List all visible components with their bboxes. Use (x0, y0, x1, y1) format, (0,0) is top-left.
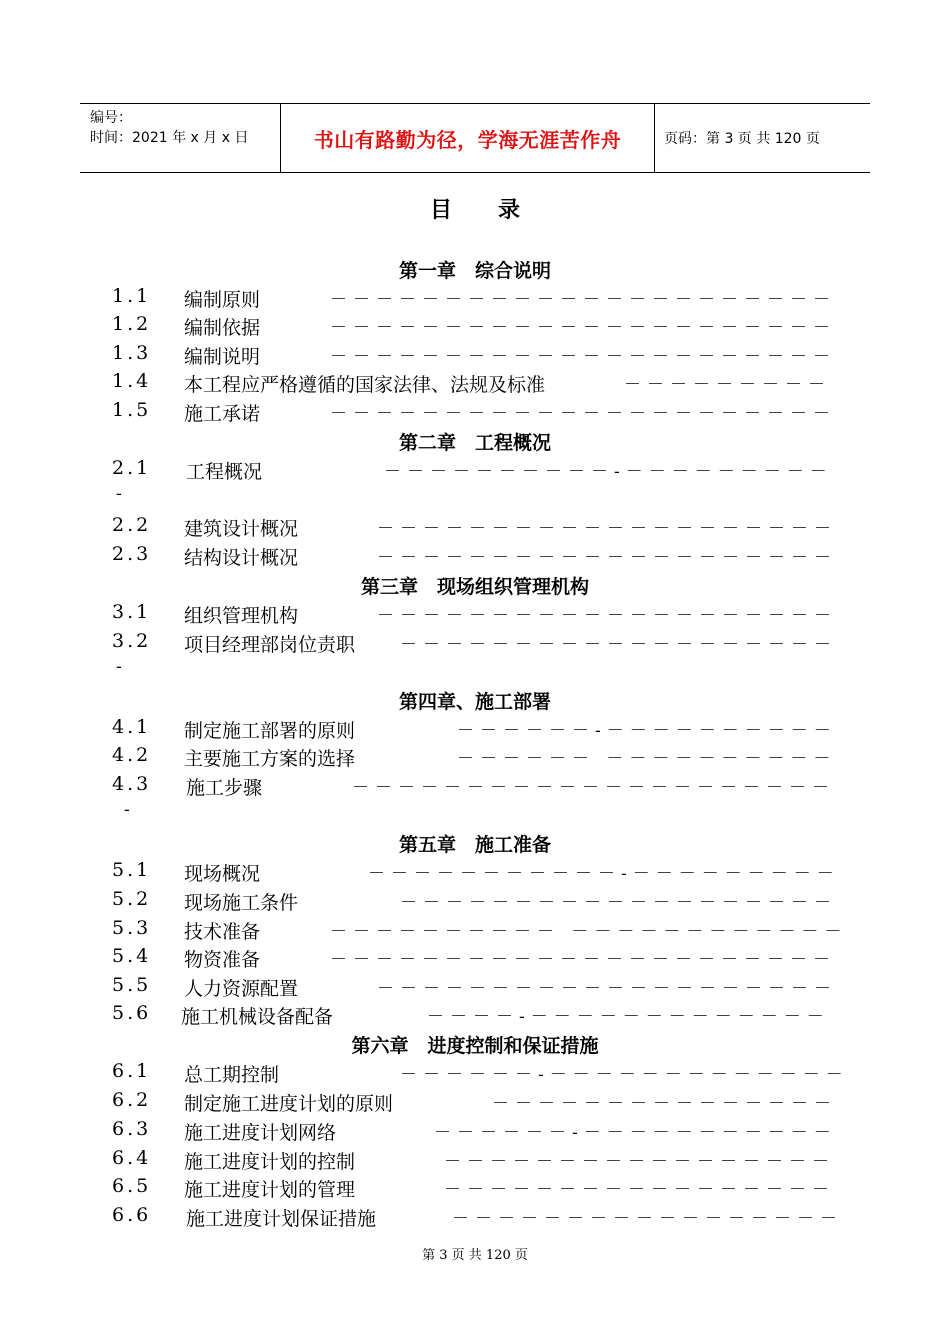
chapter-heading: 第六章 进度控制和保证措施 (351, 1035, 599, 1057)
toc-title: 目录 (429, 198, 566, 223)
entry-number: 1.3 (112, 342, 152, 364)
entry-leader: －－－－－－－－－－－－－－－ (492, 1094, 837, 1114)
entry-title: 施工进度计划保证措施 (186, 1208, 377, 1230)
document-number-label: 编号： (90, 110, 132, 126)
entry-number: 4.1 (112, 716, 152, 738)
chapter-heading: 第五章 施工准备 (398, 834, 551, 856)
entry-number: 5.2 (112, 888, 152, 910)
entry-leader: －－－－－－-－－－－－－－－－－－－－ (400, 1065, 849, 1085)
entry-title: 编制原则 (184, 289, 261, 311)
entry-title: 结构设计概况 (184, 547, 299, 569)
entry-leader: －－－－－－－－－－－－－－－－－－－－ (377, 548, 837, 568)
entry-title: 施工机械设备配备 (181, 1006, 334, 1028)
entry-title: 施工进度计划的控制 (184, 1151, 356, 1173)
entry-title: 编制依据 (184, 317, 261, 339)
entry-number: 3.1 (112, 601, 152, 623)
entry-leader: －－－－－－－－－－－－－－－－－ (452, 1209, 843, 1229)
document-header (80, 103, 870, 173)
entry-number: 6.6 (112, 1204, 152, 1226)
entry-leader-continuation: - (124, 800, 130, 820)
entry-number: 6.2 (112, 1089, 152, 1111)
entry-number: 5.6 (112, 1002, 152, 1024)
entry-title: 施工步骤 (186, 777, 263, 799)
entry-number: 5.4 (112, 945, 152, 967)
entry-leader: －－－－－－－－－－－－－－－－－－－－ (377, 519, 837, 539)
entry-leader: －－－－－－－－－－－－－－－－－－－ (400, 893, 837, 913)
entry-title: 组织管理机构 (184, 605, 299, 627)
entry-title: 施工进度计划网络 (184, 1122, 337, 1144)
entry-leader: －－－－－－－－－－-－－－－－－－－－ (384, 462, 833, 482)
entry-title: 本工程应严格遵循的国家法律、法规及标准 (184, 374, 546, 396)
entry-title: 现场施工条件 (184, 892, 299, 914)
entry-leader: －－－－－－－－－－－－－－－－－－－－－－ (330, 950, 836, 970)
entry-number: 6.3 (112, 1118, 152, 1140)
entry-number: 4.2 (112, 744, 152, 766)
entry-title: 技术准备 (184, 921, 261, 943)
document-time-label: 时间：2021 年 x 月 x 日 (90, 130, 249, 146)
chapter-heading: 第二章 工程概况 (398, 432, 551, 454)
entry-title: 制定施工进度计划的原则 (184, 1093, 394, 1115)
entry-leader-continuation: - (116, 484, 122, 504)
page-footer: 第 3 页 共 120 页 (422, 1248, 528, 1263)
entry-leader: －－－－－－－－－－－－－－－－－－－－－－ (330, 290, 836, 310)
entry-title: 人力资源配置 (184, 978, 299, 1000)
entry-title: 编制说明 (184, 346, 261, 368)
entry-title: 主要施工方案的选择 (184, 748, 356, 770)
entry-leader: －－－－－－－－－－－－－－－－－－－ (400, 635, 837, 655)
entry-leader: －－－－－－－－－－－－－－－－－－－－－ (352, 778, 835, 798)
entry-number: 6.4 (112, 1147, 152, 1169)
entry-number: 6.1 (112, 1060, 152, 1082)
entry-number: 2.3 (112, 543, 152, 565)
entry-leader: －－－－－－-－－－－－－－－－－ (457, 721, 837, 741)
entry-number: 1.5 (112, 399, 152, 421)
entry-number: 3.2 (112, 630, 152, 652)
entry-leader: －－－－－－－－－－－－－－－－－ (444, 1152, 835, 1172)
entry-title: 工程概况 (186, 461, 263, 483)
entry-number: 1.1 (112, 285, 152, 307)
entry-title: 项目经理部岗位责职 (184, 634, 356, 656)
entry-leader: －－－－－－－－－ (624, 375, 831, 395)
entry-leader: －－－－－－－－－－－-－－－－－－－－－ (368, 864, 840, 884)
chapter-heading: 第四章、施工部署 (398, 691, 551, 713)
entry-number: 1.2 (112, 313, 152, 335)
entry-title: 现场概况 (184, 863, 261, 885)
entry-number: 2.1 (112, 457, 152, 479)
header-page-info: 页码：第 3 页 共 120 页 (664, 131, 820, 147)
chapter-heading: 第一章 综合说明 (398, 260, 551, 282)
entry-title: 建筑设计概况 (184, 518, 299, 540)
entry-leader: －－－－－－－－－－－－－－－－－－－－－－ (330, 347, 836, 367)
entry-title: 施工承诺 (184, 403, 261, 425)
entry-leader: －－－－－－－－－－－－－－－－－－－－ (377, 979, 837, 999)
entry-leader: －－－－－－-－－－－－－－－－－－ (434, 1123, 837, 1143)
chapter-heading: 第三章 现场组织管理机构 (360, 576, 589, 598)
entry-number: 5.1 (112, 859, 152, 881)
entry-title: 物资准备 (184, 949, 261, 971)
entry-leader: －－－－－－ －－－－－－－－－－ (457, 749, 837, 769)
entry-number: 4.3 (112, 773, 152, 795)
entry-title: 制定施工部署的原则 (184, 720, 356, 742)
entry-leader: －－－－-－－－－－－－－－－－－－ (427, 1007, 830, 1027)
entry-number: 5.3 (112, 917, 152, 939)
entry-leader: －－－－－－－－－－－－－－－－－－－－ (377, 606, 837, 626)
entry-leader: －－－－－－－－－－ －－－－－－－－－－－－ (330, 922, 848, 942)
entry-number: 6.5 (112, 1175, 152, 1197)
entry-leader: －－－－－－－－－－－－－－－－－－－－－－ (330, 318, 836, 338)
entry-number: 2.2 (112, 514, 152, 536)
entry-number: 1.4 (112, 370, 152, 392)
entry-title: 施工进度计划的管理 (184, 1179, 356, 1201)
entry-leader-continuation: - (116, 657, 122, 677)
entry-title: 总工期控制 (184, 1064, 280, 1086)
entry-number: 5.5 (112, 974, 152, 996)
entry-leader: －－－－－－－－－－－－－－－－－ (444, 1180, 835, 1200)
header-motto: 书山有路勤为径，学海无涯苦作舟 (281, 104, 655, 172)
entry-leader: －－－－－－－－－－－－－－－－－－－－－－ (330, 404, 836, 424)
header-meta-cell (80, 104, 281, 172)
